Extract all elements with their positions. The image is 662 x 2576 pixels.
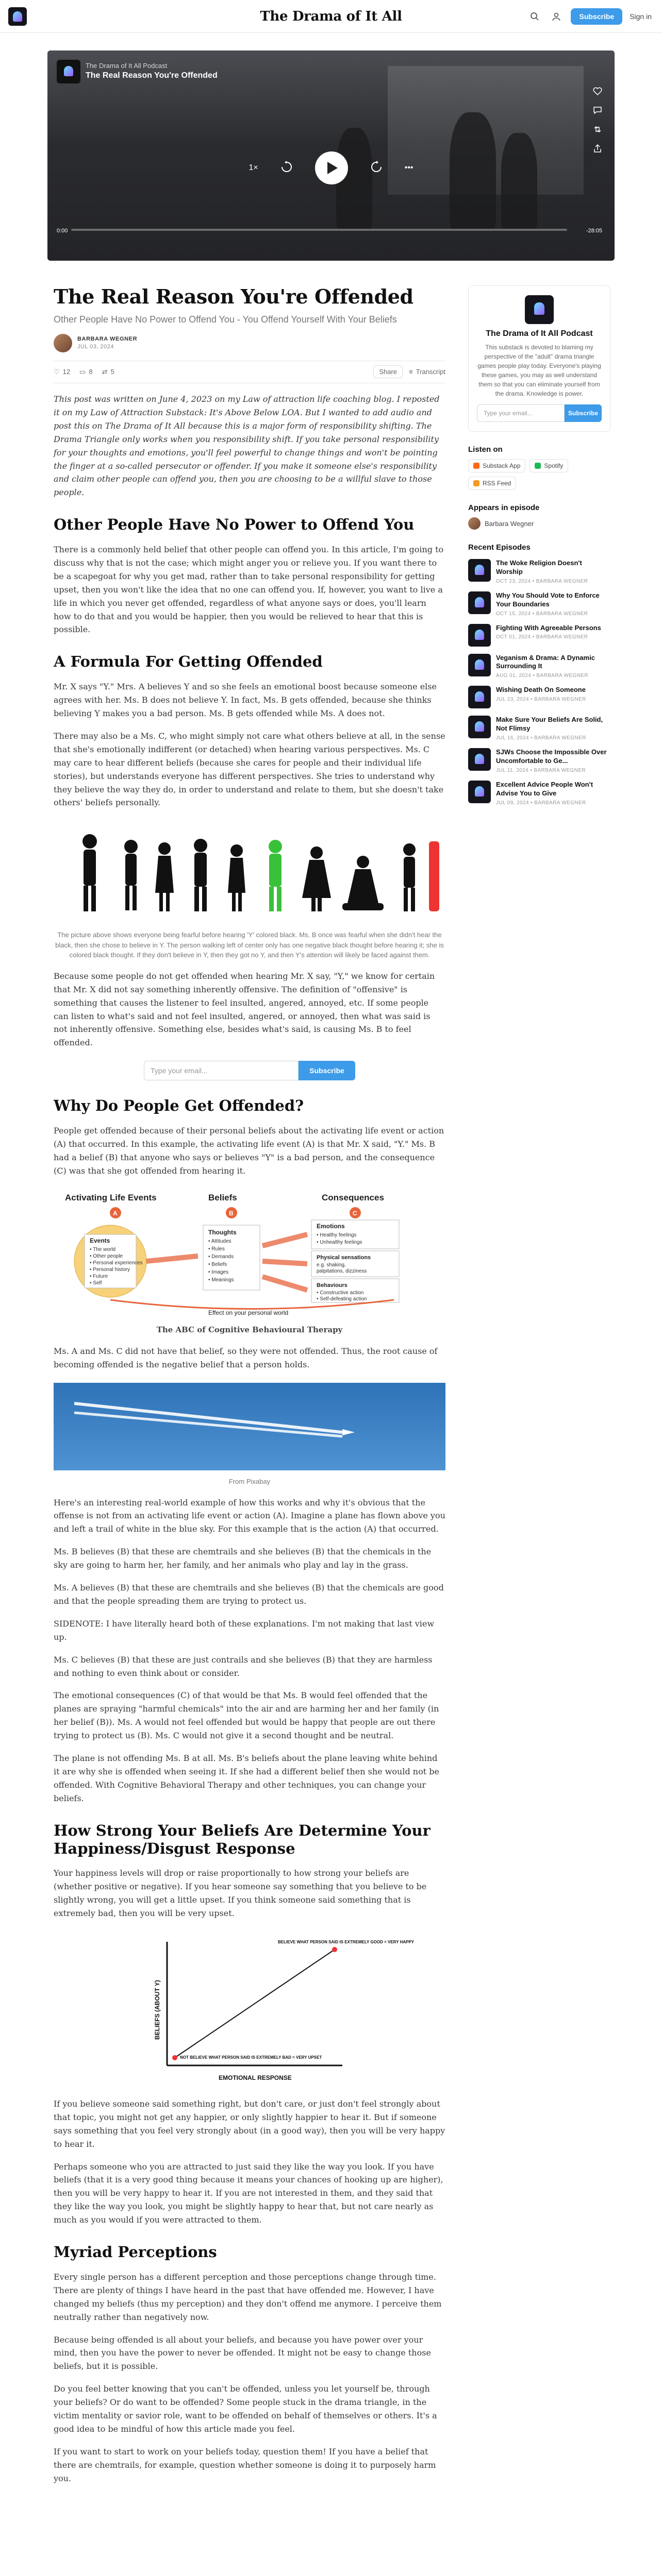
abc-diagram [54,1189,445,1336]
chart-point-high [332,1947,337,1952]
diagram-list-item: • The world [90,1246,116,1252]
listen-on-link[interactable] [529,459,568,472]
episode-thumbnail [468,748,491,771]
svg-text:C: C [353,1209,357,1217]
episode-meta: JUL 16, 2024 • BARBARA WEGNER [496,735,586,741]
platform-icon [473,480,479,486]
comment-count: 8 [89,368,93,376]
episode-thumbnail [468,591,491,614]
platform-icon [473,463,479,469]
episode-meta: OCT 15, 2024 • BARBARA WEGNER [496,611,588,617]
paragraph: Ms. A believes (B) that these are chemtrails and she believes (B) that the chemicals are good and that the people spreading them are trying to protect us. [54,1583,444,1606]
podcast-logo[interactable] [525,295,554,324]
section-heading: Myriad Perceptions [54,2243,217,2261]
heart-icon: ♡ [54,367,60,376]
restack-count: 5 [110,368,114,376]
abc-diagram-svg [54,1189,445,1318]
diagram-list-item: • Images [208,1269,229,1275]
playback-speed-button[interactable]: 1× [249,163,258,172]
silhouettes-figure [54,821,445,960]
svg-text:B: B [229,1209,234,1217]
episode-title[interactable]: SJWs Choose the Impossible Over Uncomfortable to Ge... [496,748,607,765]
paragraph: Ms. C believes (B) that these are just contrails and she believes (B) that they are harmless and nothing to even think about or consider. [54,1654,433,1678]
chart-series-line [175,1950,335,2058]
emotions-label: Emotions [317,1222,345,1230]
paragraph: The plane is not offending Ms. B at all. Ms. B's beliefs about the plane leaving white behind it are why she is offended when seeing it. If she had a different belief then she would not be offended. With Cognitive Behavioral Therapy and other techniques, you can change your beliefs. [54,1753,439,1803]
paragraph: Here's an interesting real-world example of how this works and why it's obvious that the offense is not from an activating life event or action (A). Imagine a plane has flown above you and left a trail of white in the blue sky. For this example that is the action (A) that occurred. [54,1497,445,1534]
diagram-list-item: • Unhealthy feelings [317,1239,362,1245]
episode-title[interactable]: Veganism & Drama: A Dynamic Surrounding It [496,653,595,670]
restack-icon: ⇄ [102,367,108,376]
podcast-thumbnail [57,60,80,83]
chart-x-label: EMOTIONAL RESPONSE [219,2074,292,2081]
recent-episode-item[interactable] [468,716,610,741]
diagram-list-item: • Personal history [90,1266,130,1273]
appears-avatar [468,517,481,530]
platform-icon [535,463,541,469]
episode-title[interactable]: Why You Should Vote to Enforce Your Boundaries [496,591,600,608]
transcript-icon: ≡ [409,368,413,376]
diagram-list-item: • Future [90,1273,108,1279]
figure-caption: From Pixabay [228,1478,271,1485]
chart-annotation-low: NOT BELIEVE WHAT PERSON SAID IS EXTREMELY BAD = VERY UPSET [180,2055,322,2060]
like-count: 12 [62,368,71,376]
top-header [0,0,662,33]
inline-subscribe-form [54,1061,445,1080]
paragraph: Ms. B believes (B) that these are chemtrails and she believes (B) that the chemicals in the sky are going to harm her, her family, and her animals who play and lay in the grass. [54,1547,432,1570]
site-title[interactable]: The Drama of It All [260,9,402,24]
time-remaining: -28:05 [586,228,602,234]
account-icon[interactable] [549,9,564,24]
diagram-list-item: • Healthy feelings [317,1232,357,1238]
chart-y-label: BELIEFS (ABOUT Y) [154,1980,161,2040]
episode-thumbnail [468,654,491,676]
post-date: JUL 03, 2024 [77,344,114,350]
diagram-list-item: • Other people [90,1253,123,1259]
listen-on-label: Substack App [483,462,521,469]
diagram-list-item: • Constructive action [317,1290,364,1296]
episode-player[interactable] [47,50,615,261]
paragraph: SIDENOTE: I have literally heard both of these explanations. I'm not making that last view up. [54,1618,435,1642]
plane-figure [54,1383,445,1487]
diagram-list-item: e.g. shaking, [317,1262,346,1268]
episode-title[interactable]: Make Sure Your Beliefs Are Solid, Not Flimsy [496,716,603,733]
belief-chart [54,1931,445,2088]
diagram-list-item: palpitations, dizziness [317,1268,367,1274]
recent-episode-item[interactable] [468,624,610,647]
listen-on-heading: Listen on [468,445,503,454]
more-options-icon[interactable]: ••• [404,163,413,172]
appears-person[interactable] [468,517,610,530]
chart-point-low [172,2055,177,2060]
podcast-card [468,285,610,432]
paragraph: Perhaps someone who you are attracted to just said they like the way you look. If you have beliefs (that it is a very good thing because it means your chances of hooking up are higher), then you will be very happy to hear it. If you are not interested in them, and they said that they like the way you look, you might be slightly happy to hear that, but not care nearly as much as you would if you were attracted to them. [54,2161,443,2225]
restack-icon[interactable] [593,125,602,135]
recent-episode-item[interactable] [468,781,610,806]
abc-c-title: Consequences [322,1192,384,1202]
episode-meta: OCT 01, 2024 • BARBARA WEGNER [496,634,588,640]
diagram-list-item: • Self [90,1280,102,1286]
abc-caption: The ABC of Cognitive Behavioural Therapy [156,1325,343,1334]
episode-title[interactable]: Wishing Death On Someone [496,686,586,694]
episode-thumbnail [468,716,491,738]
comment-icon[interactable] [593,106,602,116]
section-heading: How Strong Your Beliefs Are Determine Your Happiness/Disgust Response [54,1821,431,1857]
abc-b-title: Beliefs [208,1192,237,1202]
paragraph: Your happiness levels will drop or raise proportionally to how strong your beliefs are (whether positive or negative). If you hear someone say something that you believe to be slightly wrong, you will get a little upset. If you think someone said something that is extremely bad, then you will be very upset. [54,1868,427,1919]
forward-30-icon[interactable] [370,160,383,176]
svg-text:A: A [113,1209,118,1217]
paragraph: Every single person has a different perception and those perceptions change through time. There are plenty of things I have heard in the past that have offended me. However, I have changed my beliefs (thus my perception) and they don't offend me anymore. I perceive them neutrally rather than negatively now. [54,2272,442,2322]
appears-heading: Appears in episode [468,503,540,512]
section-heading: A Formula For Getting Offended [54,653,323,671]
recent-episode-item[interactable] [468,686,610,708]
player-episode-title: The Real Reason You're Offended [86,71,218,80]
episode-title[interactable]: Fighting With Agreeable Persons [496,623,601,632]
podcast-card-title[interactable]: The Drama of It All Podcast [486,329,593,338]
author-avatar[interactable] [54,334,72,352]
sign-in-link[interactable]: Sign in [630,12,652,21]
sidebar-subscribe-form [477,404,602,422]
player-podcast-name: The Drama of It All Podcast [86,62,168,70]
subscribe-button[interactable]: Subscribe [565,404,602,422]
share-button[interactable]: Share [373,365,403,378]
intro-paragraph: This post was written on June 4, 2023 on my Law of attraction life coaching blog. I reposted it on my Law of Attraction Substack: It's Above Below LOA. But I wanted to add audio and post this on The Drama of It All because this is a major form of responsibility shifting. The Drama Triangle only works when you responsibility shift. If you take personal responsibility for your thoughts and emotions, you'll feel powerful to change things and won't be pointing the finger at a so-called persecutor or offender. If you make it someone else's responsibility and claim other people can offend you, then you are choosing to be a willful slave to those people. [54,394,440,498]
paragraph: The emotional consequences (C) of that would be that Ms. B would feel offended that the planes are spraying "harmful chemicals" into the air and are harming her and her family (in her belief (B)). Ms. A would not feel offended but would be happy that people are out there trying to protect us (B). Ms. C would not give it a second thought and be neutral. [54,1690,439,1741]
comment-icon: ▭ [79,367,86,376]
episode-meta: AUG 01, 2024 • BARBARA WEGNER [496,673,589,679]
email-input[interactable]: Type your email... [477,404,565,422]
episode-thumbnail [468,559,491,582]
share-icon[interactable] [593,144,602,155]
listen-on-label: RSS Feed [483,480,511,487]
section-heading: Other People Have No Power to Offend You [54,516,415,534]
effect-label: Effect on your personal world [208,1309,289,1316]
restack-button[interactable] [102,368,114,376]
diagram-list-item: • Beliefs [208,1261,227,1267]
recent-episode-item[interactable] [468,591,610,617]
podcast-card-description: This substack is devoted to blaming my perspective of the "adult" drama triangle games people play today. Everyone's playing these games, you may as well understand them so that you can eliminate yourself from the drama. Knowledge is power. [477,344,601,397]
transcript-button[interactable]: ≡ Transcript [409,368,445,376]
diagram-list-item: • Rules [208,1246,225,1252]
diagram-list-item: • Personal experiences [90,1260,143,1266]
diagram-list-item: • Self-defeating action [317,1296,367,1302]
post-subtitle: Other People Have No Power to Offend You - You Offend Yourself With Your Beliefs [54,314,397,325]
paragraph: There is a commonly held belief that other people can offend you. In this article, I'm going to discuss why that is not the case; which might anger you or relieve you. If you want there to be a scapegoat for why you get mad, rather than to take personal responsibility for getting upset, then you won't like the idea that no one can offend you. If, however, you want to live a life in which you never get offended, regardless of what anyone says or does, you'll learn how to do that and you would be happier, then you would be relieved to hear that this is possible. [54,545,444,635]
play-icon [327,162,338,174]
post-actions-bar [54,361,445,383]
play-button[interactable] [315,151,348,184]
post-title: The Real Reason You're Offended [54,285,413,308]
paragraph: If you want to start to work on your beliefs today, question them! If you have a belief that there are chemtrails, for example, question whether someone is doing it to purposely harm you. [54,2446,436,2483]
time-elapsed: 0:00 [57,228,68,234]
silhouettes-illustration [54,821,445,924]
section-heading: Why Do People Get Offended? [54,1097,304,1115]
article [54,285,445,2485]
diagram-list-item: • Demands [208,1253,234,1260]
paragraph: Because some people do not get offended when hearing Mr. X say, "Y," we know for certain that Mr. X did not say something inherently offensive. The definition of "offensive" is something that causes the listener to feel insulted, angered, annoyed, etc. If some people can listen to what's said and not feel insulted, angered, or annoyed, then what was said is not inherently offensive. Something else, besides what's said, is causing Ms. B to feel offended. [54,971,435,1048]
paragraph: Do you feel better knowing that you can't be offended, unless you let yourself be, through your beliefs? Or do want to be offended? Some people stuck in the drama triangle, in the victim mentality or savior role, want to be offended on behalf of themselves or others. It's a good idea to be mindful of how this article made you feel. [54,2384,437,2434]
search-icon[interactable] [527,9,542,24]
recent-episode-item[interactable] [468,559,610,584]
figure-caption: The picture above shows everyone being fearful before hearing 'Y' colored black. Ms. B once was fearful when she didn't hear the black, then she chose to believe in Y. The person walking left of center only has one negative black thought before hearing it; she is colored black thought. If they don't believe in Y, then they got no Y, and then Y's attention will likely be faced against them. [55,931,444,959]
like-button[interactable] [54,368,70,376]
chart-annotation-high: BELIEVE WHAT PERSON SAID IS EXTREMELY GOOD = VERY HAPPY [278,1939,415,1944]
events-label: Events [90,1236,110,1244]
listen-on-link[interactable] [468,459,525,472]
episode-meta: JUL 23, 2024 • BARBARA WEGNER [496,697,586,703]
episode-meta: OCT 23, 2024 • BARBARA WEGNER [496,578,588,584]
subscribe-button[interactable]: Subscribe [299,1061,355,1080]
progress-bar[interactable] [71,229,567,231]
diagram-list-item: • Attitudes [208,1238,231,1244]
sidebar [468,285,610,806]
episode-title[interactable]: Excellent Advice People Won't Advise You to Give [496,780,593,797]
diagram-list-item: • Meanings [208,1277,234,1283]
episode-meta: JUL 11, 2024 • BARBARA WEGNER [496,767,586,773]
recent-episode-item[interactable] [468,748,610,773]
episode-thumbnail [468,624,491,647]
paragraph: People get offended because of their personal beliefs about the activating life event or action (A) that occurred. In this example, the activating life event (A) is that Mr. X said, "Y." Ms. B had a belief (B) that anyone who says or believes "Y" is a bad person, and the consequence (C) was that she got offended from hearing it. [54,1126,444,1176]
paragraph: Mr. X says "Y." Mrs. A believes Y and so she feels an emotional boost because someone else agrees with her. Ms. B does not believe Y. In fact, Ms. B gets offended, because she thinks believing Y makes you a bad person. Ms. B gets offended while Ms. A does not. [54,682,437,718]
paragraph: Because being offended is all about your beliefs, and because you have power over your mind, then you have the power to never be offended. It might not be easy to change those beliefs, but it is possible. [54,2334,431,2371]
paragraph: There may also be a Ms. C, who might simply not care what others believe at all, in the sense that she's emotionally indifferent (or detached) when hearing various perspectives. Ms. C may care to hear different beliefs (because she cares for people and their individual life stories), but understands everyone has different perspectives. She tries to understand why they believe the way they do, in order to understand and relate to them, but she doesn't take others' beliefs personally. [54,731,445,808]
listen-on-link[interactable] [468,477,516,490]
episode-meta: JUL 09, 2024 • BARBARA WEGNER [496,800,586,806]
episode-thumbnail [468,781,491,803]
recent-episodes-heading: Recent Episodes [468,543,531,552]
comments-button[interactable] [79,368,93,376]
abc-a-title: Activating Life Events [65,1192,157,1202]
behaviours-label: Behaviours [317,1282,347,1289]
recent-episode-item[interactable] [468,654,610,679]
physical-label: Physical sensations [317,1254,371,1261]
subscribe-button[interactable]: Subscribe [571,8,622,25]
paragraph: Ms. A and Ms. C did not have that belief, so they were not offended. Thus, the root cause of becoming offended is the negative belief that a person holds. [54,1346,438,1370]
appears-name: Barbara Wegner [485,519,534,528]
listen-on-label: Spotify [544,462,564,469]
heart-icon[interactable] [593,87,602,97]
email-input[interactable]: Type your email... [144,1061,299,1080]
belief-chart-svg [54,1931,445,2086]
episode-thumbnail [468,686,491,708]
contrails-image [54,1383,445,1470]
paragraph: If you believe someone said something right, but don't care, or just don't feel strongly about that topic, you might not get any happier, or only slightly happier to hear it. But if someone says something that you feel very strongly about (in a good way), then you will be very happy to hear it. [54,2098,445,2149]
author-name[interactable]: BARBARA WEGNER [77,336,138,343]
thoughts-label: Thoughts [208,1228,237,1236]
episode-title[interactable]: The Woke Religion Doesn't Worship [496,559,582,575]
rewind-15-icon[interactable] [280,160,293,176]
